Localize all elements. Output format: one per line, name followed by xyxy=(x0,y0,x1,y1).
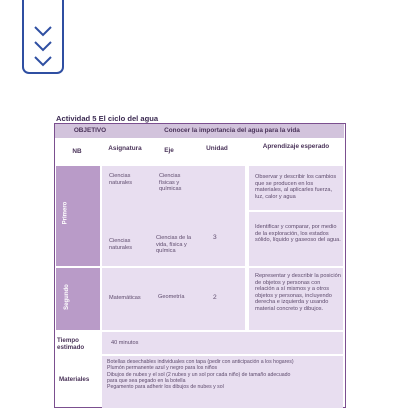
material-item: Dibujos de nubes y el sol (2 nubes y un sol por cada niño) de tamaño adecuado xyxy=(107,371,291,378)
header-nb: NB xyxy=(55,138,99,164)
header-eje: Eje xyxy=(149,138,189,164)
segundo-label: Segundo xyxy=(63,284,70,310)
segundo-eje: Geometría xyxy=(158,294,185,300)
segundo-asignatura: Matemáticas xyxy=(109,295,141,301)
material-item: Botellas desechables individuales con tapa (pedir con anticipación a los hogares) xyxy=(107,359,294,365)
tiempo-value: 40 minutos xyxy=(111,340,139,346)
objective-text: Conocer la importancia del agua para la vida xyxy=(164,127,300,134)
nb-primero xyxy=(56,166,100,266)
primero-label: Primero xyxy=(62,201,69,225)
material-item: Plumón permanente azul y negro para los niños xyxy=(107,365,218,372)
header-unidad: Unidad xyxy=(189,138,245,164)
primero-asignatura-1: Ciencias naturales xyxy=(109,173,133,186)
materiales-list xyxy=(107,359,339,390)
header-asignatura: Asignatura xyxy=(101,138,149,164)
activity-table xyxy=(54,123,346,408)
primero-eje-2: Ciencias de la vida, física y química xyxy=(156,235,192,255)
segundo-aprendizaje: Representar y describir la posición de objetos y personas con relación a sí mismos y a otros objetos y personas, incluyendo derecha e izquierda y usando material concreto y dibujos. xyxy=(255,273,341,312)
chevron-decoration xyxy=(22,0,64,74)
materiales-label: Materiales xyxy=(59,376,90,383)
material-item: para que sea pegado en la botella xyxy=(107,377,186,384)
material-item: Pegamento para adherir los dibujos de nubes y sol xyxy=(107,384,224,391)
header-aprendizaje: Aprendizaje esperado xyxy=(249,138,343,164)
objective-label: OBJETIVO xyxy=(73,127,107,134)
chevron-down-icon xyxy=(32,24,54,68)
primero-eje-1: Ciencias físicas y químicas xyxy=(159,173,182,193)
primero-aprendizaje-2: Identificar y comparar, por medio de la exploración, los estados sólido, líquido y gaseoso del agua. xyxy=(255,224,341,244)
segundo-unidad: 2 xyxy=(213,294,217,301)
primero-asignatura-2: Ciencias naturales xyxy=(109,238,133,251)
tiempo-label: Tiempo estimado xyxy=(57,337,85,352)
objective-row xyxy=(55,124,344,138)
primero-unidad: 3 xyxy=(213,234,217,241)
nb-segundo xyxy=(56,268,100,330)
activity-title: Actividad 5 El ciclo del agua xyxy=(56,114,159,123)
primero-aprendizaje-1: Observar y describir los cambios que se producen en los materiales, al aplicarles fuerza, luz, calor y agua xyxy=(255,174,337,200)
